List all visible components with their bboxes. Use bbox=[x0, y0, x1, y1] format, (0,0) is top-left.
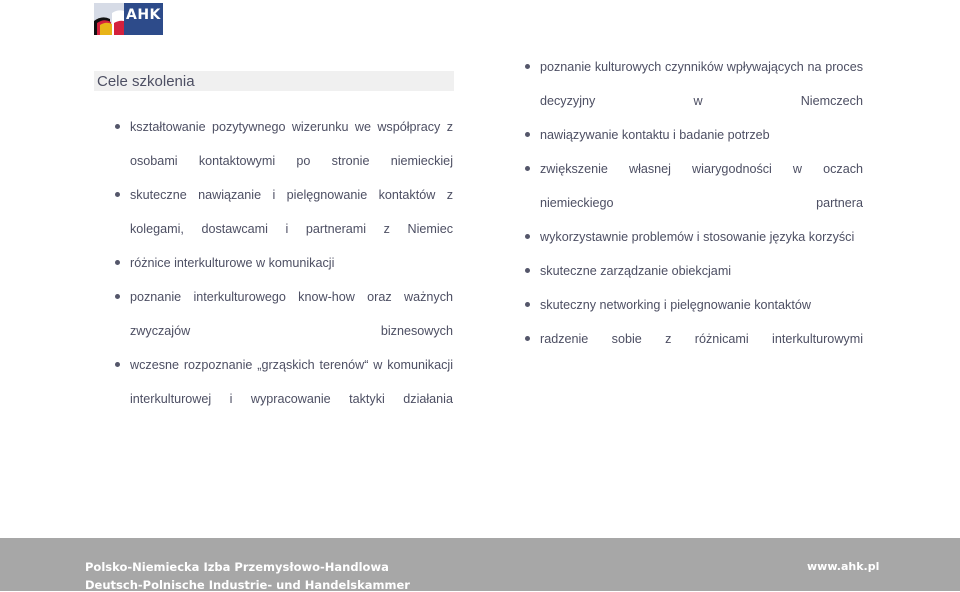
flag-icon bbox=[94, 3, 124, 35]
left-goals-list bbox=[115, 110, 453, 416]
list-item: różnice interkulturowe w komunikacji bbox=[115, 246, 453, 280]
list-item: skuteczny networking i pielęgnowanie kontaktów bbox=[525, 288, 863, 322]
footer-website-link[interactable]: www.ahk.pl bbox=[807, 560, 880, 573]
ahk-logo bbox=[94, 3, 163, 35]
footer bbox=[0, 538, 960, 591]
list-item: kształtowanie pozytywnego wizerunku we współpracy z osobami kontaktowymi po stronie niemieckiej bbox=[115, 110, 453, 178]
section-title: Cele szkolenia bbox=[94, 71, 454, 91]
list-item: wykorzystawnie problemów i stosowanie języka korzyści bbox=[525, 220, 863, 254]
list-item: wczesne rozpoznanie „grząskich terenów“ w komunikacji interkulturowej i wypracowanie taktyki działania bbox=[115, 348, 453, 416]
logo-text: AHK bbox=[126, 7, 161, 23]
footer-org-german: Deutsch-Polnische Industrie- und Handelskammer bbox=[85, 578, 410, 592]
footer-org-polish: Polsko-Niemiecka Izba Przemysłowo-Handlowa bbox=[85, 560, 389, 574]
list-item: radzenie sobie z różnicami interkulturowymi bbox=[525, 322, 863, 356]
list-item: skuteczne nawiązanie i pielęgnowanie kontaktów z kolegami, dostawcami i partnerami z Niemiec bbox=[115, 178, 453, 246]
list-item: poznanie kulturowych czynników wpływających na proces decyzyjny w Niemczech bbox=[525, 50, 863, 118]
list-item: poznanie interkulturowego know-how oraz ważnych zwyczajów biznesowych bbox=[115, 280, 453, 348]
list-item: skuteczne zarządzanie obiekcjami bbox=[525, 254, 863, 288]
list-item: zwiększenie własnej wiarygodności w oczach niemieckiego partnera bbox=[525, 152, 863, 220]
list-item: nawiązywanie kontaktu i badanie potrzeb bbox=[525, 118, 863, 152]
right-goals-list bbox=[525, 50, 863, 356]
